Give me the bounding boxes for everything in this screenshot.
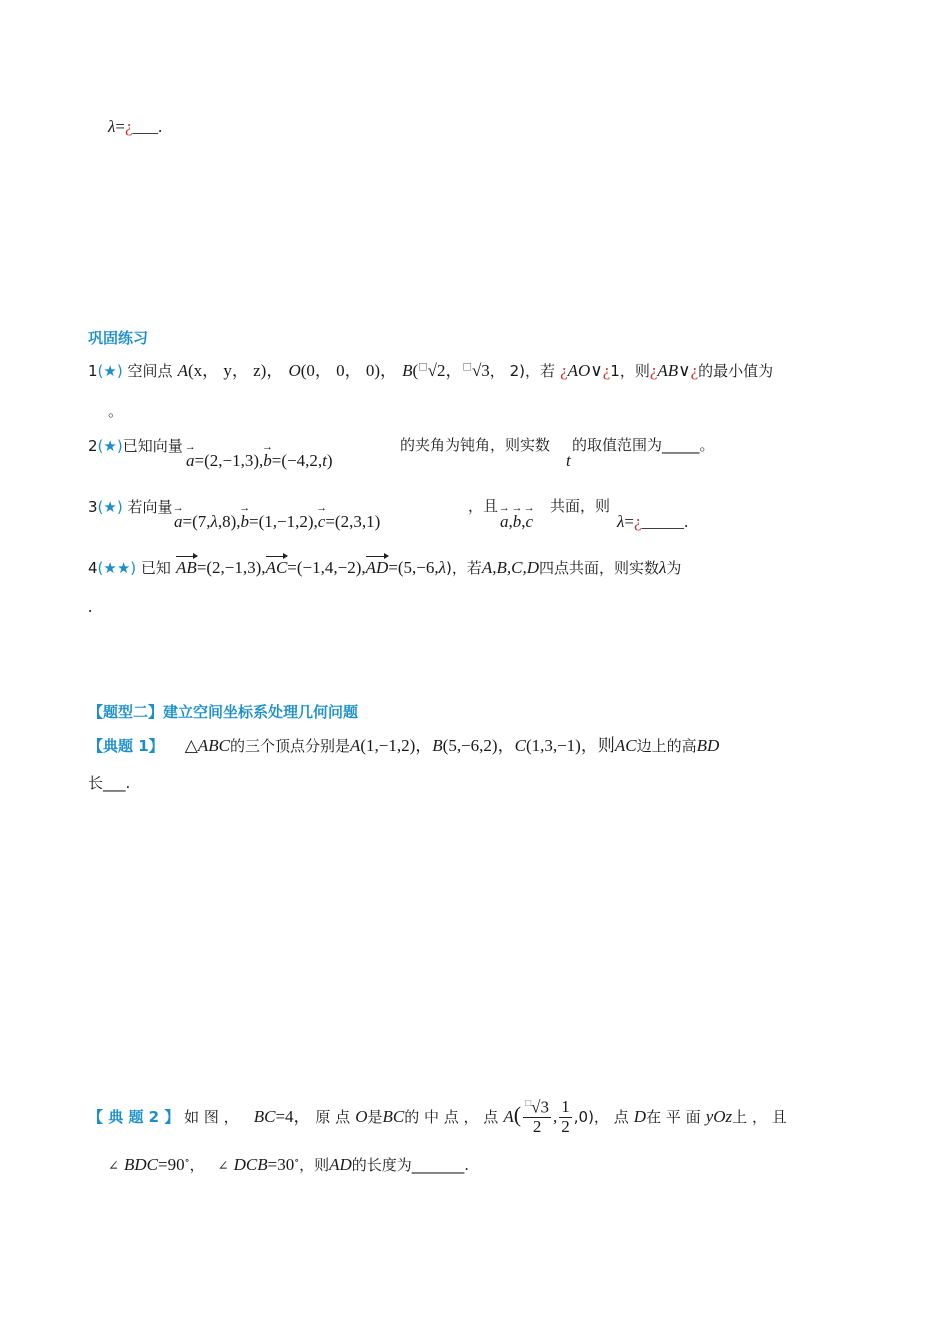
equals-sign: = (115, 117, 125, 136)
points-ABCD: A,B,C,D (481, 558, 540, 577)
equation: =4， (275, 1107, 311, 1127)
comma: ， (189, 1156, 205, 1174)
angle-icon: ∠ (108, 1158, 119, 1173)
vector-a-value: =(2,−1,3), (194, 451, 264, 470)
lambda-symbol: λ (659, 558, 667, 577)
question-text: )，若 (446, 559, 482, 577)
lambda-symbol: λ (617, 512, 625, 531)
example-label: 【典题 1】 (88, 737, 164, 755)
question-text: 若向量 (122, 498, 173, 516)
example-2 (88, 1098, 787, 1137)
point-O: O (355, 1107, 368, 1127)
example-1-continuation: 长___. (88, 774, 131, 792)
point-O: O (288, 361, 301, 380)
point-C-coords: (1,3,−1)，则 (525, 736, 615, 755)
point-B-coords: (5,−6,2)， (442, 736, 515, 755)
question-text: 为 (666, 559, 682, 577)
example-text: 的 中 点 ， 点 (404, 1108, 499, 1127)
question-text: 1，则 (610, 362, 650, 380)
variable-t: t (322, 451, 327, 470)
segment-BC: BC (382, 1107, 405, 1127)
question-number: 3 (88, 498, 98, 516)
triangle-ABC: ABC (197, 736, 230, 755)
vector-b: → b (263, 452, 272, 469)
question-3-vectors (174, 513, 380, 530)
paren: ( (513, 1102, 522, 1128)
vector-c: → c (318, 513, 326, 530)
equation: =90 (158, 1155, 185, 1174)
question-number: 2 (88, 437, 98, 455)
denominator: 2 (532, 1117, 542, 1137)
vector-a-value: =(7, (182, 512, 211, 531)
render-error-mark: ¿ (690, 361, 699, 380)
angle-BDC: BDC (124, 1155, 158, 1174)
segment-AC: AC (614, 736, 637, 755)
radicand: 2 (437, 361, 446, 380)
render-error-mark: ¿ (560, 361, 568, 380)
vector-AO: AO (567, 361, 591, 380)
comma: ， (445, 361, 463, 380)
comma: , (521, 512, 526, 531)
question-text: 已知向量 (122, 437, 183, 455)
vector-AD: AD (365, 558, 389, 577)
point-D: D (633, 1107, 647, 1127)
point-A: A (503, 1107, 514, 1127)
question-number: 1 (88, 362, 98, 380)
segment-BD: BD (696, 736, 720, 755)
triangle-icon: △ (184, 736, 198, 755)
difficulty-star: (★) (97, 498, 123, 516)
vector-b: → b (513, 513, 522, 530)
degree-icon: ∘ (294, 1155, 300, 1167)
render-error-mark: ¿ (633, 512, 642, 531)
vector-AC-value: =(−1,4,−2), (287, 558, 366, 577)
question-3-prefix (88, 499, 172, 515)
vector-b-value: =(−4,2, (271, 451, 323, 470)
point-A: A (349, 736, 361, 755)
vector-c-value: =(2,3,1) (325, 512, 381, 531)
vector-AB: AB (176, 558, 197, 577)
or-symbol: ∨ (590, 361, 603, 380)
render-error-mark: ¿ (124, 117, 133, 136)
example-label: 【 典 题 2 】 (88, 1108, 180, 1127)
vector-b-value: =(1,−1,2), (249, 512, 318, 531)
point-A-coords: (x， y， z)， (187, 361, 284, 380)
comma: , (553, 1107, 558, 1127)
sqrt-2: √2 (427, 361, 446, 380)
vector-b: → b (241, 513, 250, 530)
vector-AD-value: =(5,−6, (388, 558, 439, 577)
example-2-continuation (108, 1156, 469, 1173)
vector-c: → c (526, 513, 534, 530)
paren: ( (412, 361, 419, 380)
or-symbol: ∨ (678, 361, 691, 380)
question-2-text: 的夹角为钝角，则实数 (400, 436, 551, 454)
point-B-tail: ， 2)，若 (489, 362, 555, 380)
vector-a-value: ,8), (217, 512, 241, 531)
sqrt-placeholder-icon: □ (418, 361, 428, 373)
coplanar-vectors (500, 513, 533, 530)
question-4-continuation: . (88, 597, 93, 616)
fraction-1-over-2 (559, 1098, 572, 1136)
example-text: 的三个顶点分别是 (229, 737, 350, 755)
answer-blank: ___. (132, 117, 163, 136)
vector-a: → a (174, 513, 183, 530)
sqrt-placeholder-icon: □ (462, 361, 472, 373)
question-text: 空间点 (122, 362, 173, 380)
example-1 (88, 737, 719, 754)
question-number: 4 (88, 559, 98, 577)
numerator: 1 (561, 1097, 570, 1117)
question-3-answer (617, 513, 688, 530)
question-3-text: ，且 (468, 497, 499, 515)
question-3-text: 共面，则 (550, 497, 611, 515)
vector-a: → a (500, 513, 509, 530)
difficulty-star: (★) (97, 362, 123, 380)
vector-a: → a (186, 452, 195, 469)
question-2-prefix (88, 438, 183, 454)
point-A-tail: ,0)， 点 (573, 1108, 629, 1127)
example-text: 原 点 (310, 1108, 351, 1127)
point-A: A (177, 361, 188, 380)
lambda-symbol: λ (438, 558, 447, 577)
denominator: 2 (561, 1117, 570, 1137)
section-heading-coordinates: 【题型二】建立空间坐标系处理几何问题 (88, 703, 359, 721)
point-A-coords: (1,−1,2)， (360, 736, 433, 755)
example-text: 是 (367, 1108, 383, 1127)
question-text: 四点共面，则实数 (539, 559, 660, 577)
section-heading-practice: 巩固练习 (88, 329, 149, 347)
example-text: 如 图 ， (179, 1108, 239, 1127)
segment-AD: AD (329, 1155, 352, 1174)
point-C: C (514, 736, 526, 755)
question-4 (88, 559, 681, 576)
example-text: 上 ， 且 (732, 1108, 787, 1127)
degree-icon: ∘ (184, 1155, 190, 1167)
answer-blank: _____. (641, 512, 689, 531)
example-text: 的长度为_______. (351, 1156, 470, 1174)
difficulty-star: (★★) (97, 559, 137, 577)
sqrt-3: √3 (471, 361, 490, 380)
equation: =30 (267, 1155, 295, 1174)
vector-AB-value: =(2,−1,3), (196, 558, 266, 577)
question-text: 已知 (136, 559, 171, 577)
render-error-mark: ¿ (602, 361, 611, 380)
plane-yOz: yOz (705, 1107, 733, 1127)
point-O-coords: (0， 0， 0)， (300, 361, 398, 380)
variable-t: t (566, 451, 571, 470)
angle-DCB: DCB (233, 1155, 268, 1174)
example-text: ，则 (299, 1156, 330, 1174)
radicand: 3 (481, 361, 490, 380)
fraction-sqrt3-over-2 (523, 1098, 551, 1137)
comma: , (508, 512, 513, 531)
lambda-symbol: λ (108, 117, 116, 136)
top-answer-line (108, 118, 162, 135)
angle-icon: ∠ (217, 1158, 229, 1173)
difficulty-star: (★) (97, 437, 123, 455)
paren: ) (326, 451, 333, 470)
question-2-tail: 的取值范围为_____。 (572, 436, 715, 454)
radicand: 3 (540, 1097, 550, 1117)
equals-sign: = (624, 512, 634, 531)
numerator: □√3 (525, 1097, 550, 1117)
example-text: 边上的高 (636, 737, 697, 755)
question-2-vectors (186, 452, 333, 469)
point-B: B (432, 736, 443, 755)
question-1-continuation: 。 (108, 402, 124, 420)
vector-AB: AB (657, 361, 679, 380)
point-B: B (402, 361, 413, 380)
lambda-symbol: λ (210, 512, 218, 531)
render-error-mark: ¿ (649, 361, 658, 380)
example-text: 在 平 面 (646, 1108, 701, 1127)
question-1 (88, 362, 773, 379)
vector-AC: AC (265, 558, 288, 577)
segment-BC: BC (253, 1107, 276, 1127)
question-text: 的最小值为 (698, 362, 774, 380)
